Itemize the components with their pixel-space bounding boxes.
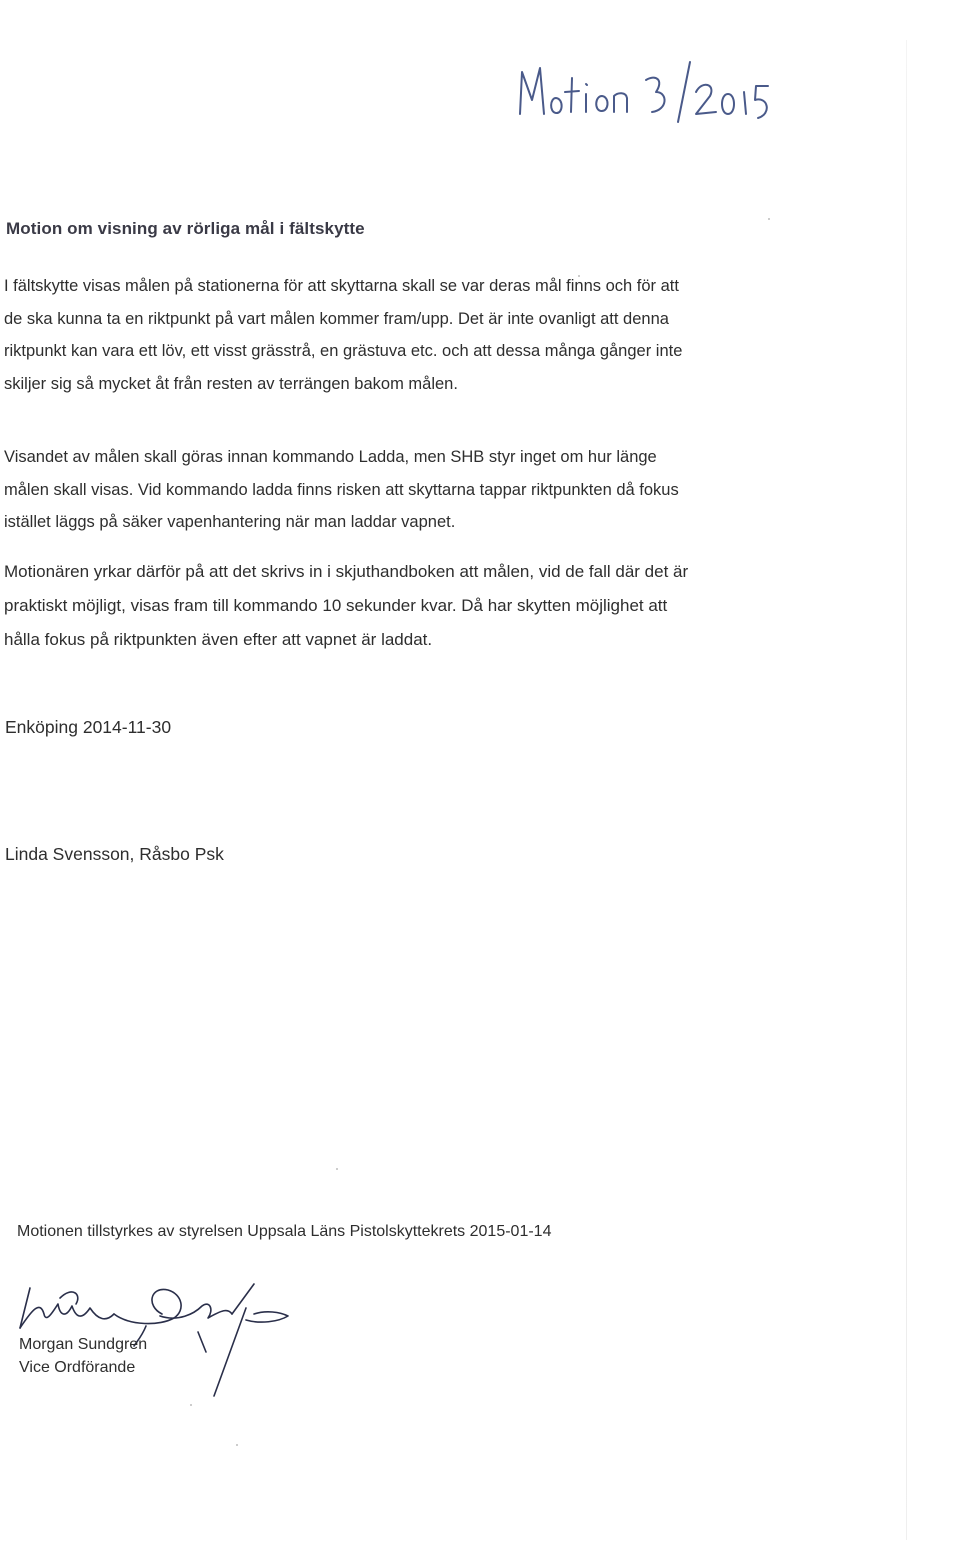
motion-title: Motion om visning av rörliga mål i fältskytte <box>6 219 365 238</box>
author-name: Linda Svensson, Råsbo Psk <box>5 844 224 864</box>
paragraph-line: Visandet av målen skall göras innan kommando Ladda, men SHB styr inget om hur länge <box>4 448 657 466</box>
place-and-date: Enköping 2014-11-30 <box>5 717 172 737</box>
paragraph-line: istället läggs på säker vapenhantering när man laddar vapnet. <box>4 513 456 531</box>
signer-role: Vice Ordförande <box>19 1359 136 1376</box>
paragraph-proposal <box>4 555 794 657</box>
paragraph-background <box>4 270 794 400</box>
signer-name: Morgan Sundgren <box>19 1336 148 1353</box>
handwritten-motion-number <box>506 48 796 138</box>
paragraph-line: hålla fokus på riktpunkten även efter att vapnet är laddat. <box>4 630 433 649</box>
paragraph-problem <box>4 441 794 539</box>
paragraph-line: de ska kunna ta en riktpunkt på vart målen kommer fram/upp. Det är inte ovanligt att denna <box>4 309 669 328</box>
paragraph-line: riktpunkt kan vara ett löv, ett visst grässtrå, en grästuva etc. och att dessa många gånger inte <box>4 342 683 360</box>
scan-speck <box>336 1168 338 1170</box>
scan-speck <box>578 275 580 277</box>
paragraph-line: I fältskytte visas målen på stationerna för att skyttarna skall se var deras mål finns och för att <box>4 277 679 295</box>
approval-statement: Motionen tillstyrkes av styrelsen Uppsala Läns Pistolskyttekrets 2015-01-14 <box>17 1223 552 1240</box>
scan-speck <box>190 1404 192 1406</box>
paragraph-line: målen skall visas. Vid kommando ladda finns risken att skyttarna tappar riktpunkten då fokus <box>4 480 679 499</box>
scan-edge-line <box>906 40 907 1540</box>
paragraph-line: skiljer sig så mycket åt från resten av terrängen bakom målen. <box>4 374 458 393</box>
paragraph-line: praktiskt möjligt, visas fram till kommando 10 sekunder kvar. Då har skytten möjlighet att <box>4 596 668 615</box>
handwritten-signature <box>10 1270 310 1400</box>
scan-speck <box>236 1444 238 1446</box>
scan-speck <box>768 218 770 220</box>
paragraph-line: Motionären yrkar därför på att det skrivs in i skjuthandboken att målen, vid de fall där det är <box>4 562 689 581</box>
